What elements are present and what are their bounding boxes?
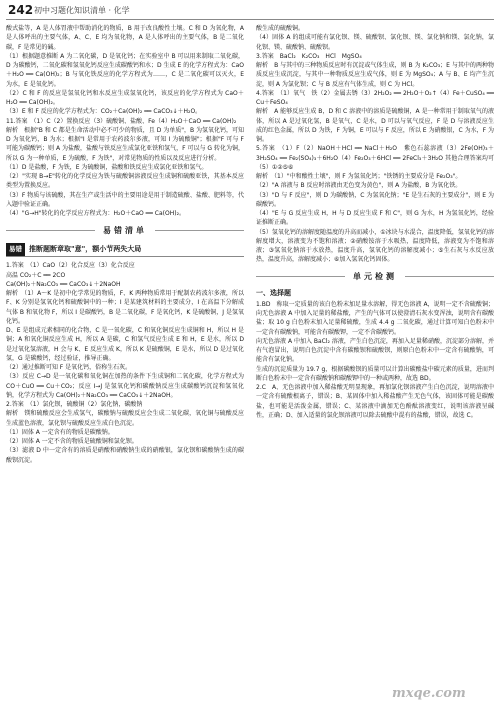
paragraph: （4）固体 A 的组成可能有氯化钡、镁、硫酸钡、氯化钡、镁、氯化钠和镁、氯化钠，氯化钡、镁、硫酸钠、硫酸钡。 bbox=[256, 34, 494, 51]
paragraph: （5）氢氧化钙的溶解度随温度的升高而减小，①冰块与水混合，温度降低，氢氧化钙的溶解度增大，溶液变为不饱和溶液；②硝酸铵溶于水吸热，温度降低，溶液变为不饱和溶液；③氢氧化钠溶于水放热，温度升高，氢氧化钙的溶解度减小；⑤生石灰与水反应放热，温度升高，溶解度减小；⑥加入氢氧化钙固体。 bbox=[256, 228, 494, 264]
book-title: 初中习题化知识清单 · 化学 bbox=[34, 6, 130, 15]
right-column bbox=[256, 24, 494, 704]
paragraph: 解析 （1）"中和酸性土壤"，则 F 为氢氧化钙；"铁锈的主要成分是 Fe₂O₃"。 bbox=[256, 173, 462, 180]
section-heading: 单元检测 bbox=[256, 268, 494, 286]
paragraph: 4.答案 （1）氧气 铁（2）金属去锈（3）2H₂O₂ ══ 2H₂O＋O₂↑（4）Fe＋CuSO₄ ══ Cu＋FeSO₄ bbox=[256, 89, 494, 106]
paragraph: 5.答案 （1）F（2）NaOH＋HCl ══ NaCl＋H₂O 紫色石蕊溶液（3）2Fe(OH)₃＋3H₂SO₄ ══ Fe₂(SO₄)₃＋6H₂O（4）Fe₂O₃＋6HCl ══ 2FeCl₃＋3H₂O 其他合理答案均可（5）①②⑤⑥ bbox=[256, 145, 494, 171]
paragraph: （1）根据题意推断 A 为二氧化碳，D 是氧化钙；在实验室中 B 可以用来制取二氧化碳，D 为碳酸钙，二氧化碳和氢氧化钙反应生成碳酸钙和水；D 生成 E 的化学方程式为：CaO＋H₂O ══ Ca(OH)₂；B 与氧化铁反应的化学方程式为……，C 是二氧化碳可以灭火，E 为水，E 是氧化钙。 bbox=[6, 52, 244, 88]
paragraph: 3.答案 BaCl₂ K₂CO₃ HCl MgSO₄ bbox=[256, 52, 362, 60]
paragraph: 2.C A、无色溶液中加入稀盐酸无明显现象，再加氯化钡溶液产生白色沉淀，说明溶液中一定含有硫酸根离子，错误；B、某固体中加入稀盐酸产生无色气体，该固体可能是碳酸盐，也可能是活泼金属，错误；C、某溶液中滴加无色酚酞溶液变红，说明该溶液呈碱性，正确；D、加入适量的氯化钡溶液可以除去硫酸中混有的盐酸，错误，故选 C。 bbox=[256, 384, 494, 419]
paragraph: 酸式盐等，A 是人体胃液中帮助消化的物质，B 用于改良酸性土壤。C 和 D 为氧化物，A 是人体呼出的主要气体，A、C、E 均为氧化物，A 是人体呼出的主要气体，B 是二氧化碳，F 是常见的碱。 bbox=[6, 25, 244, 51]
paragraph: 11.答案 （1）C（2）置换反应（3）硫酸铜、盐酸、Fe（4）H₂O＋CaO ══ Ca(OH)₂ bbox=[6, 117, 237, 125]
paragraph: 2.答案 （1）氯化钡，硫酸铜（2）氯化钠，碳酸钠 bbox=[6, 401, 143, 408]
paragraph: 酸生成的硫酸铜。 bbox=[256, 25, 305, 32]
page-number: 242 bbox=[8, 3, 34, 17]
paragraph: （4）"G→H"转化的化学反应方程式为：H₂O＋CaO ══ Ca(OH)₂。 bbox=[6, 210, 185, 217]
paragraph: （1）D 是盐酸，F 为铁，E 为硫酸铜，盐酸和铁反应生成氯化亚铁和氢气。 bbox=[6, 163, 208, 171]
paragraph: 解析 B 与其中的三种物质反应时有沉淀或气体生成，则 B 为 K₂CO₃；E 与其中的两种物质反应生成沉淀，与其中一种物质反应生成气体，则 E 为 MgSO₄；A 与 B、E 均产生沉淀，则 A 为氯化钡；C 与 B 反应有气体生成，则 C 为 HCl。 bbox=[256, 62, 494, 88]
paragraph: （2）"实现 B→E"转化的化学反应为铁与硫酸铜溶液反应生成铜和硫酸亚铁，其基本反应类型为置换反应。 bbox=[6, 173, 244, 190]
section-heading: 易错清单 bbox=[6, 221, 244, 239]
watermark: mxqe.com bbox=[392, 686, 466, 701]
header-rule bbox=[6, 19, 494, 20]
paragraph: 解析 A 能够反应生成 B，D 和 C 溶液中的溶质是硫酸铜，A 是一种常用于制取氧气的液体，所以 A 是过氧化氢，B 是氧气，C 是水，D 可以与氧气反应，F 是 D 与溶液反应生成的红色金属，所以 D 为铁，F 为铜，E 可以与 F 反应，所以 E 为硝酸银，C 为水，F 为铜。 bbox=[256, 108, 494, 143]
paragraph: （1）固体 A 一定含有的物质是碳酸钠。 bbox=[6, 428, 114, 436]
paragraph: （2）C 和 F 的反应是氢氧化钙和水反应生成氢氧化钙，该反应的化学方程式为 CaO＋H₂O ══ Ca(OH)₂。 bbox=[6, 89, 244, 106]
paragraph: 解析 （1）A～K 是初中化学常见的物质，F、K 两种物质常用于配制农药波尔多液，所以 F、K 分别是氢氧化钙和硫酸铜中的一种；I 是某建筑材料的主要成分，I 在高温下分解成气体 B 和氧化物 F，所以 I 是碳酸钙，B 是二氧化碳，F 是氧化钙，K 是硫酸铜，J 是氢氧化钙。 bbox=[6, 290, 244, 325]
paragraph: （2）固体 A 一定不含的物质是硫酸铜和氯化钡。 bbox=[6, 438, 138, 445]
paragraph: （3）反应 C→D 是一氧化碳和氧化铜在加热的条件下生成铜和二氧化碳，化学方程式为 CO＋CuO ══ Cu＋CO₂；反应 I→J 是氢氧化钙和碳酸钠反应生成碳酸钙沉淀和氢氧化钠，化学方程式为 Ca(OH)₂＋Na₂CO₃ ══ CaCO₃↓＋2NaOH。 bbox=[6, 373, 244, 399]
paragraph: （3）F 物质与该硫酸，其在生产或生活中的主要用途是用于制造硫酸、盐酸、肥料等，代入题中验证正确。 bbox=[6, 191, 244, 208]
paragraph: （3）滤液 D 中一定含有的溶质是硝酸和硝酸钠生成的硝酸银，氯化钡和碳酸钠生成的碳酸钡沉淀。 bbox=[6, 447, 244, 464]
page-header bbox=[0, 0, 500, 22]
paragraph: 生成的沉淀质量为 19.7 g，根据碳酸钡的质量可以计算出碳酸盐中碳元素的质量，进而判断白色粉末中一定含有碳酸钠和碳酸钾中的一种或两种，故选 BD。 bbox=[256, 365, 494, 382]
paragraph: （4）"E 与 G 反应生成 H，H 与 D 反应生成 F 和 C"，则 G 为水，H 为氢氧化钙，经验证推断正确。 bbox=[256, 210, 494, 227]
paragraph: Ca(OH)₂＋Na₂CO₃ ══ CaCO₃↓＋2NaOH bbox=[6, 280, 121, 288]
paragraph: （3）E 和 F 反应的化学方程式为：CO₂＋Ca(OH)₂ ══ CaCO₃↓＋H₂O。 bbox=[6, 108, 202, 116]
paragraph: D、E 是组成元素相同的化合物，C 是一氧化碳，C 和氧化铜反应生成铜和 H，所以 H 是铜；A 和氧化铜反应生成 H，所以 A 是碳，C 和氢气反应生成 E 和 H，E 是水，所以 D 是过氧化氢溶液，H 会与 K、E 反应生成 K，所以 K 是硫酸铜，E 是水，所以 D 是过氧化氢，G 是碳酸钙，经过验证，推导正确。 bbox=[6, 327, 244, 362]
paragraph: 1.答案 （1）CaO（2）化合反应（3）化合反应 bbox=[6, 262, 135, 270]
paragraph: （2）"A 溶液与 B 反应时溶液由无色变为黄色"，则 A 为盐酸，B 为氧化铁。 bbox=[256, 182, 462, 190]
sub-heading: 一、选择题 bbox=[256, 288, 291, 297]
paragraph: 向无色溶液 A 中加入 BaCl₂ 溶液，产生白色沉淀，再加入足量稀硝酸，沉淀部分溶解，并有气泡冒出，说明白色沉淀中含有碳酸钡和硫酸钡，则原白色粉末中一定含有硫酸钠，可能含有氯化钠。 bbox=[256, 337, 494, 364]
paragraph: 1.BD 称取一定质量的该白色粉末加足量水溶解，得无色溶液 A，说明一定不含硫酸铜；向无色溶液 A 中加入足量的稀盐酸，产生的气体可以使澄清石灰水变浑浊，说明含有碳酸盐；取 10 g 白色粉末加入足量稀硫酸，生成 4.4 g 二氧化碳，通过计算可知白色粉末中一定含有碳酸钠，可能含有碳酸钾，一定不含碳酸钙。 bbox=[256, 300, 494, 336]
left-column bbox=[6, 24, 244, 704]
paragraph: 解析 根据"B 和 C 都是生命活动中必不可少的物质，且 D 为单质"，B 为氢氧化钙，可知 D 为氧化钙，B 为水；根据"I 是常用于农药波尔多液，可知 I 为硫酸铜"；根据"F 可与 F 可能为碳酸钙；则 A 为盐酸，盐酸与铁反应生成氯化亚铁和氢气，F 可以与 G 转化为铜，所以 G 为一种单质，E 为硫酸，F 为铁"，对常见物质的性质以及反应进行分析。 bbox=[6, 126, 244, 162]
paragraph: 高温 CO₂＋C ══ 2CO bbox=[6, 271, 66, 279]
tip-banner: 易错 推断题断章取"意"，额小节两失大局 bbox=[6, 242, 244, 257]
paragraph: （3）"D 与 F 反应"，则 D 为碳酸钠，C 为氢氧化钠；"E 是生石灰的主要成分"，则 E 为碳酸钙。 bbox=[256, 191, 494, 208]
paragraph: （2）通过推断可知 F 是氧化钙，俗称生石灰。 bbox=[6, 364, 132, 371]
paragraph: 解析 镁和硫酸反应会生成氢气，碳酸钠与硫酸反应会生成二氧化碳，氧化铜与硫酸反应生成蓝色溶液，氯化钡与硫酸反应生成白色沉淀。 bbox=[6, 410, 244, 427]
